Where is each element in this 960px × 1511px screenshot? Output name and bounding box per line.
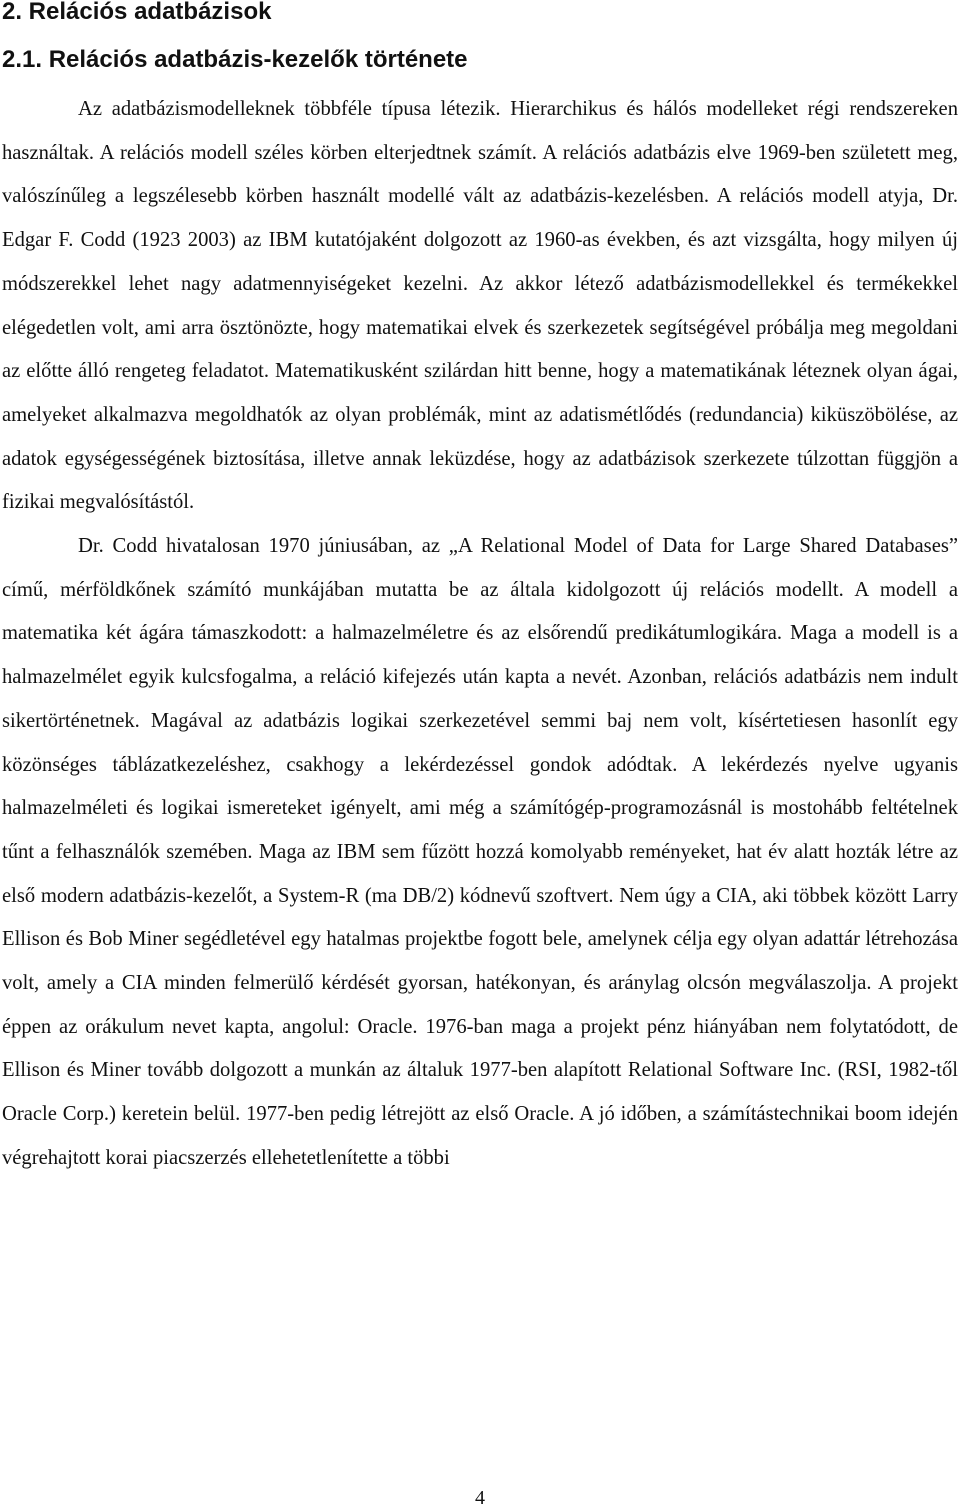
body-text [2,88,958,1181]
paragraph-1: Az adatbázismodelleknek többféle típusa létezik. Hierarchikus és hálós modelleket régi rendszereken használtak. A relációs modell széles körben elterjedtnek számít. A relációs adatbázis elve 1969-ben született meg, valószínűleg a legszélesebb körben használt modellé vált az adatbázis-kezelésben. A relációs modell atyja, Dr. Edgar F. Codd (1923 2003) az IBM kutatójaként dolgozott az 1960-as években, és azt vizsgálta, hogy milyen új módszerekkel lehet nagy adatmennyiségeket kezelni. Az akkor létező adatbázismodellekkel és termékekkel elégedetlen volt, ami arra ösztönözte, hogy matematikai elvek és szerkezetek segítségével próbálja meg megoldani az előtte álló rengeteg feladatot. Matematikusként szilárdan hitt benne, hogy a matematikának léteznek olyan ágai, amelyeket alkalmazva megoldhatók az olyan problémák, mint az adatismétlődés (redundancia) kiküszöbölése, az adatok egységességének biztosítása, illetve annak leküzdése, hogy az adatbázisok szerkezete túlzottan függjön a fizikai megvalósítástól. [2,98,958,514]
page-number: 4 [475,1487,485,1509]
paragraph-2: Dr. Codd hivatalosan 1970 júniusában, az „A Relational Model of Data for Large Shared Databases” című, mérföldkőnek számító munkájában mutatta be az általa kidolgozott új relációs modellt. A modell a matematika két ágára támaszkodott: a halmazelméletre és az elsőrendű predikátumlogikára. Maga a modell is a halmazelmélet egyik kulcsfogalma, a reláció kifejezés után kapta a nevét. Azonban, relációs adatbázis nem indult sikertörténetnek. Magával az adatbázis logikai szerkezetével semmi baj nem volt, kísértetiesen hasonlít egy közönséges táblázatkezeléshez, csakhogy a lekérdezéssel gondok adódtak. A lekérdezés nyelve ugyanis halmazelméleti és logikai ismereteket igényelt, ami még a számítógép-programozásnál is mostohább feltételnek tűnt a felhasználók szemében. Maga az IBM sem fűzött hozzá komolyabb reményeket, hat év alatt hozták létre az első modern adatbázis-kezelőt, a System-R (ma DB/2) kódnevű szoftvert. Nem úgy a CIA, aki többek között Larry Ellison és Bob Miner segédletével egy hatalmas projektbe fogott bele, amelynek célja egy olyan adattár létrehozása volt, amely a CIA minden felmerülő kérdését gyorsan, hatékonyan, és aránylag olcsón megválaszolja. A projekt éppen az orákulum nevet kapta, angolul: Oracle. 1976-ban maga a projekt pénz hiányában nem folytatódott, de Ellison és Miner tovább dolgozott a munkán az általuk 1977-ben alapított Relational Software Inc. (RSI, 1982-től Oracle Corp.) keretein belül. 1977-ben pedig létrejött az első Oracle. A jó időben, a számítástechnikai boom idején végrehajtott korai piacszerzés ellehetetlenítette a többi [2,535,958,1169]
chapter-title: 2. Relációs adatbázisok [2,0,272,25]
section-title: 2.1. Relációs adatbázis-kezelők története [2,46,468,73]
